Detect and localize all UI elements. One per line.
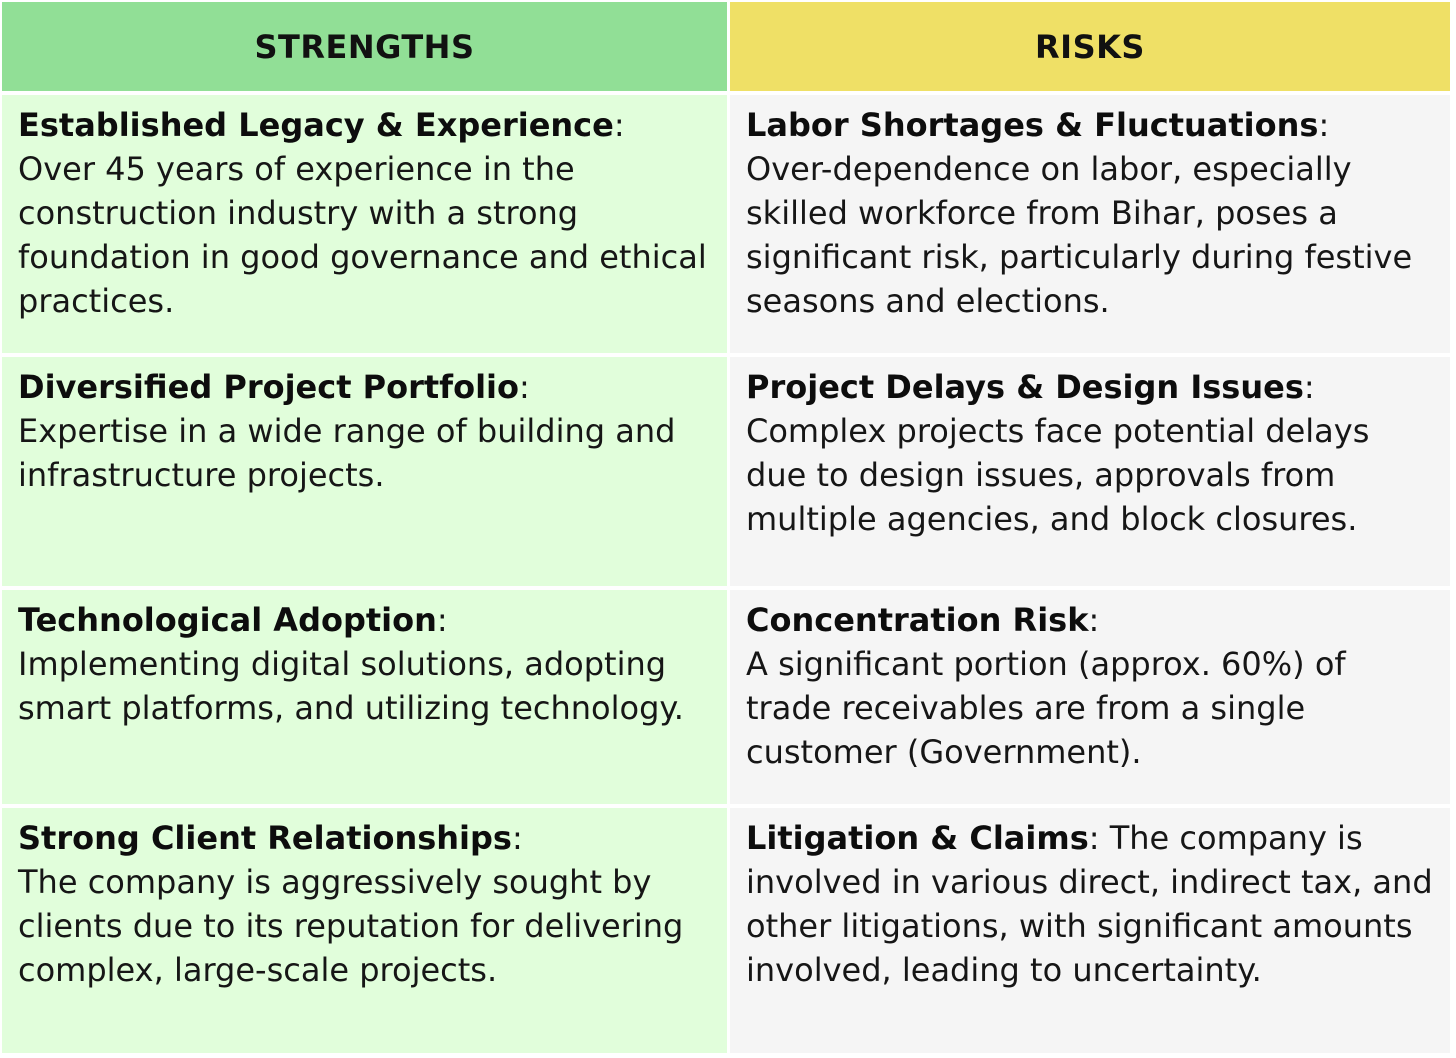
risk-title: Concentration Risk: [746, 601, 1089, 639]
strength-text: Implementing digital solutions, adopting smart platforms, and utilizing technology.: [18, 645, 684, 727]
risks-header: RISKS: [730, 2, 1450, 91]
strength-title: Technological Adoption: [18, 601, 437, 639]
colon: :: [613, 106, 625, 144]
risk-text: The company is involved in various direct, indirect tax, and other litigations, with significant amounts involved, leading to uncertainty.: [746, 819, 1433, 989]
strength-text: Over 45 years of experience in the construction industry with a strong foundation in good governance and ethical practices.: [18, 150, 707, 320]
strength-title: Strong Client Relationships: [18, 819, 512, 857]
strength-text: The company is aggressively sought by clients due to its reputation for delivering complex, large-scale projects.: [18, 863, 684, 989]
risk-title: Project Delays & Design Issues: [746, 368, 1304, 406]
risk-cell-2: [730, 357, 1450, 586]
risk-text: A significant portion (approx. 60%) of trade receivables are from a single customer (Government).: [746, 645, 1346, 771]
colon: :: [436, 601, 448, 639]
risk-cell-4: [730, 808, 1450, 1053]
colon: :: [1318, 106, 1330, 144]
colon: :: [511, 819, 523, 857]
colon: :: [519, 368, 530, 406]
strength-cell-1: [2, 95, 727, 353]
strength-text: Expertise in a wide range of building and infrastructure projects.: [18, 412, 676, 494]
strength-title: Diversified Project Portfolio: [18, 368, 519, 406]
strengths-header: STRENGTHS: [2, 2, 727, 91]
risk-title: Labor Shortages & Fluctuations: [746, 106, 1319, 144]
risk-cell-1: [730, 95, 1450, 353]
colon: :: [1088, 819, 1110, 857]
risk-cell-3: [730, 590, 1450, 804]
risk-text: Complex projects face potential delays due to design issues, approvals from multiple agencies, and block closures.: [746, 412, 1370, 538]
strength-title: Established Legacy & Experience: [18, 106, 614, 144]
colon: :: [1303, 368, 1315, 406]
strength-cell-4: [2, 808, 727, 1053]
risk-title: Litigation & Claims: [746, 819, 1089, 857]
strength-cell-2: [2, 357, 727, 586]
colon: :: [1088, 601, 1100, 639]
strength-cell-3: [2, 590, 727, 804]
risk-text: Over-dependence on labor, especially skilled workforce from Bihar, poses a significant risk, particularly during festive seasons and elections.: [746, 150, 1413, 320]
